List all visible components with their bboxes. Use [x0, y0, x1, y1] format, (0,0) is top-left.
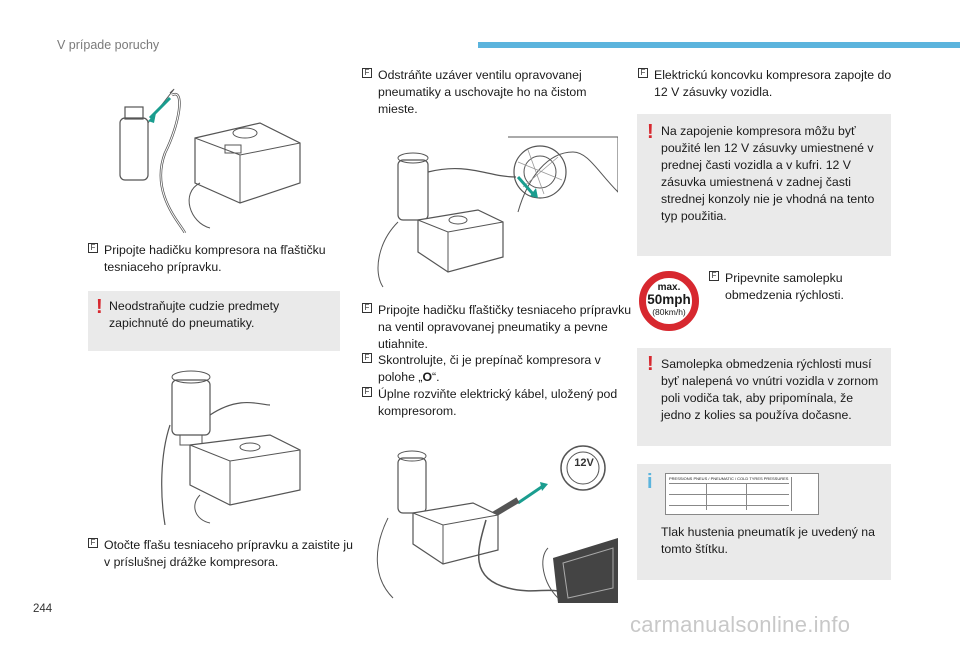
step-attach-sticker [709, 270, 895, 304]
step-check-switch [362, 352, 634, 386]
step-text-pre: Skontrolujte, či je prepínač kompresora v polohe „ [378, 353, 601, 384]
warning-text: Samolepka obmedzenia rýchlosti musí byť nalepená vo vnútri vozidla v zornom poli vodiča tak, aby pripomínala, že jedno z kolies sa používa dočasne. [661, 357, 879, 422]
tire-valve-connection-illustration [368, 132, 618, 292]
page-header-title: V prípade poruchy [57, 38, 160, 52]
watermark: carmanualsonline.info [630, 612, 851, 637]
bullet-icon: F [362, 303, 372, 313]
step-text: Otočte fľašu tesniaceho prípravku a zaistite ju v príslušnej drážke kompresora. [104, 538, 353, 569]
compressor-bottle-illustration-1 [110, 83, 310, 233]
bullet-icon: F [88, 243, 98, 253]
socket-12v-label: 12V [574, 457, 594, 469]
warning-icon: ! [96, 296, 103, 318]
step-unwind-cable [362, 386, 634, 420]
tire-pressure-label-image [665, 473, 819, 515]
step-text-post: “. [432, 370, 440, 384]
switch-position-o: O [422, 370, 433, 384]
step-text: Pripojte hadičku fľaštičky tesniaceho prípravku na ventil opravovanej pneumatiky a pevne utiahnite. [378, 303, 632, 351]
step-text: Elektrickú koncovku kompresora zapojte do 12 V zásuvky vozidla. [654, 68, 892, 99]
warning-box-sticker-placement [637, 348, 891, 446]
warning-box-12v-sockets [637, 114, 891, 256]
warning-icon: ! [647, 121, 654, 143]
step-text: Pripojte hadičku kompresora na fľaštičku tesniaceho prípravku. [104, 243, 326, 274]
bullet-icon: F [709, 271, 719, 281]
step-remove-valve-cap [362, 67, 618, 118]
speed-limit-sticker [639, 271, 699, 331]
header-accent-bar [478, 42, 960, 48]
speed-limit-max: max. [657, 282, 681, 293]
tire-pressure-label-heading: PRESSIONS PNEUS / PNEUMATIC / COLD TYRES PRESSURES [669, 476, 789, 481]
step-plug-compressor [638, 67, 904, 101]
step-text: Pripevnite samolepku obmedzenia rýchlosti. [725, 271, 844, 302]
speed-limit-mph: 50mph [647, 292, 691, 307]
warning-text: Neodstraňujte cudzie predmety zapichnuté do pneumatiky. [109, 299, 280, 330]
info-icon: i [647, 471, 653, 493]
step-text: Úplne rozviňte elektrický kábel, uložený pod kompresorom. [378, 387, 618, 418]
warning-text: Na zapojenie kompresora môžu byť použité len 12 V zásuvky umiestnené v prednej časti vozidla a v kufri. 12 V zásuvka umiestnená v zadnej časti strednej konzoly nie je vhodná na tento typ použitia. [661, 124, 875, 223]
info-text: Tlak hustenia pneumatík je uvedený na tomto štítku. [661, 525, 875, 556]
step-text: Odstráňte uzáver ventilu opravovanej pneumatiky a uschovajte ho na čistom mieste. [378, 68, 587, 116]
warning-icon: ! [647, 353, 654, 375]
bullet-icon: F [362, 68, 372, 78]
page-number: 244 [33, 603, 53, 615]
bullet-icon: F [362, 387, 372, 397]
step-connect-hose-to-bottle [88, 242, 354, 276]
step-connect-hose-to-valve [362, 302, 634, 353]
compressor-bottle-illustration-2 [150, 365, 330, 525]
info-box-tire-pressure [637, 464, 891, 580]
step-rotate-bottle [88, 537, 356, 571]
bullet-icon: F [362, 353, 372, 363]
bullet-icon: F [638, 68, 648, 78]
warning-box-foreign-objects [88, 291, 340, 351]
speed-limit-kmh: (80km/h) [652, 307, 686, 317]
bullet-icon: F [88, 538, 98, 548]
